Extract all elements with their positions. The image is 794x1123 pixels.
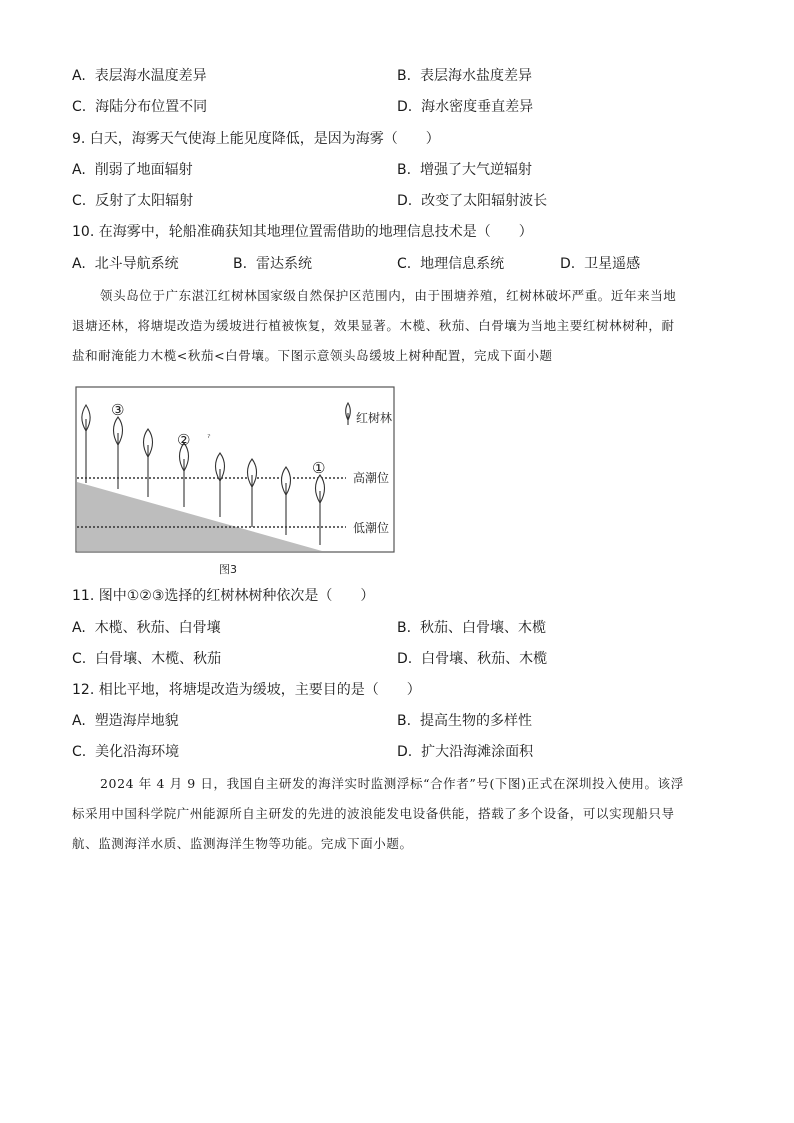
mangrove-slope-figure (74, 385, 396, 580)
legend-mangrove-label: 红树林 (356, 411, 393, 425)
legend-mangrove-icon (346, 403, 351, 425)
stray-mark: ˀ (207, 433, 211, 444)
q12-option-c: C. 美化沿海环境 (72, 744, 180, 760)
q9-option-c: C. 反射了太阳辐射 (72, 193, 194, 209)
q10-stem: 10. 在海雾中，轮船准确获知其地理位置需借助的地理信息技术是（ ） (72, 224, 533, 240)
mangrove-tree (82, 405, 90, 483)
mangrove-tree (316, 475, 325, 545)
q9-option-a: A. 削弱了地面辐射 (72, 162, 193, 178)
q11-option-b: B. 秋茄、白骨壤、木榄 (397, 620, 546, 636)
mangrove-tree (248, 459, 257, 527)
q11-option-a: A. 木榄、秋茄、白骨壤 (72, 620, 221, 636)
q12-option-a: A. 塑造海岸地貌 (72, 713, 179, 729)
q8-option-b: B. 表层海水盐度差异 (397, 68, 532, 84)
passage-buoy (72, 769, 724, 859)
q10-option-a: A. 北斗导航系统 (72, 256, 179, 272)
low-tide-label: 低潮位 (353, 521, 390, 535)
q9-option-d: D. 改变了太阳辐射波长 (397, 193, 548, 209)
marker-2: ② (177, 431, 191, 449)
marker-3: ③ (111, 401, 125, 419)
q10-option-d: D. 卫星遥感 (560, 256, 641, 272)
q12-option-d: D. 扩大沿海滩涂面积 (397, 744, 534, 760)
figure-caption: 图3 (219, 563, 237, 576)
q10-option-c: C. 地理信息系统 (397, 256, 505, 272)
q11-option-d: D. 白骨壤、秋茄、木榄 (397, 651, 548, 667)
mangrove-tree (216, 453, 225, 517)
q8-option-a: A. 表层海水温度差异 (72, 68, 207, 84)
passage-mangrove-line-1: 领头岛位于广东湛江红树林国家级自然保护区范围内，由于围塘养殖，红树林破坏严重。近年来当地 (100, 288, 677, 303)
marker-1: ① (312, 459, 326, 477)
high-tide-label: 高潮位 (353, 471, 390, 485)
q8-option-c: C. 海陆分布位置不同 (72, 99, 208, 115)
mangrove-tree (144, 429, 153, 497)
passage-buoy-line-2: 标采用中国科学院广州能源所自主研发的先进的波浪能发电设备供能，搭载了多个设备，可以实现船只导 (72, 806, 675, 821)
passage-buoy-line-1: 2024 年 4 月 9 日，我国自主研发的海洋实时监测浮标“合作者”号(下图)正式在深圳投入使用。该浮 (100, 776, 684, 791)
q8-option-d: D. 海水密度垂直差异 (397, 99, 534, 115)
q11-stem: 11. 图中①②③选择的红树林树种依次是（ ） (72, 588, 375, 604)
passage-buoy-line-3: 航、监测海洋水质、监测海洋生物等功能。完成下面小题。 (72, 836, 413, 851)
q12-stem: 12. 相比平地，将塘堤改造为缓坡，主要目的是（ ） (72, 682, 421, 698)
passage-mangrove-line-2: 退塘还林，将塘堤改造为缓坡进行植被恢复，效果显著。木榄、秋茄、白骨壤为当地主要红树林树种，耐 (72, 318, 675, 333)
q11-option-c: C. 白骨壤、木榄、秋茄 (72, 651, 222, 667)
q12-option-b: B. 提高生物的多样性 (397, 713, 532, 729)
q10-option-b: B. 雷达系统 (233, 256, 312, 272)
mangrove-tree (282, 467, 291, 535)
q9-stem: 9. 白天，海雾天气使海上能见度降低，是因为海雾（ ） (72, 131, 440, 147)
mangrove-tree (180, 443, 189, 507)
q9-option-b: B. 增强了大气逆辐射 (397, 162, 532, 178)
passage-mangrove (72, 281, 724, 371)
passage-mangrove-line-3: 盐和耐淹能力木榄<秋茄<白骨壤。下图示意领头岛缓坡上树种配置，完成下面小题 (72, 348, 553, 363)
